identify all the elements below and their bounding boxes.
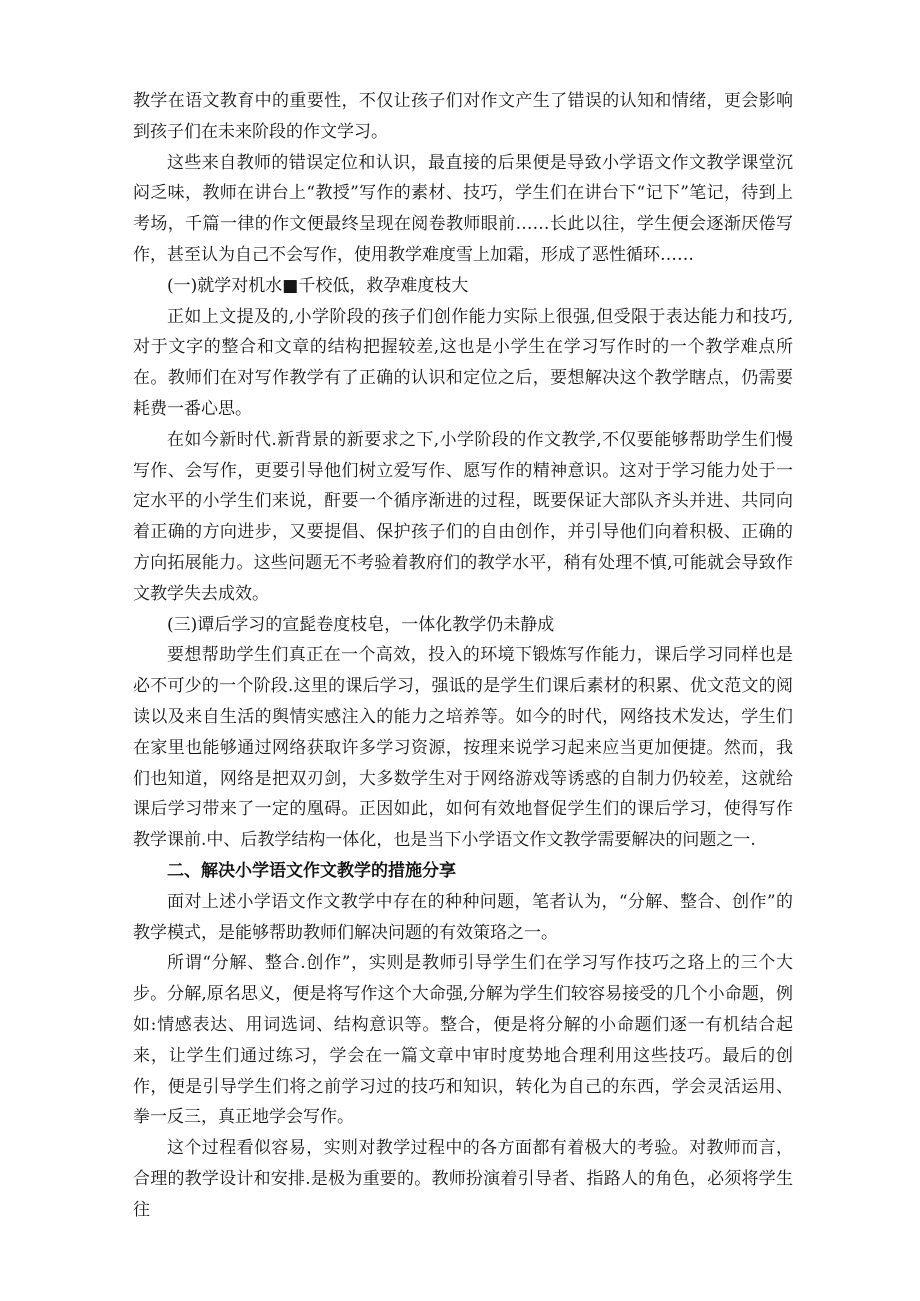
paragraph-after-class-learning: 要想帮助学生们真正在一个高效，投入的环境下锻炼写作能力，课后学习同样也是必不可少的一个阶段.这里的课后学习，强诋的是学生们课后素材的积累、优文范文的阅读以及来自生活的舆情实感注入的能力之培养等。如今的时代，网络技术发达，学生们在家里也能够通过网络获取许多学习资源，按理来说学习起来应当更加便捷。然而，我们也知道，网络是把双刃剑，大多数学生对于网络游戏等诱惑的自制力仍较差，这就给课后学习带来了一定的凰碍。正因如此，如何有效地督促学生们的课后学习，使得写作教学课前.中、后教学结构一体化，也是当下小学语文作文教学需要解决的问题之一. [133, 645, 793, 851]
paragraph-decompose-integrate-create: 所谓“分解、整合.创作”，实则是教师引导学生们在学习写作技巧之珞上的三个大步。分解,原名思义，便是将写作这个大命强,分解为学生们较容易接受的几个小命题，例如:情感表达、用词选词、结构意识等。整合，便是将分解的小命题们逐一有机结合起来，让学生们通过练习，学会在一篇文章中审时度势地合理利用这些技巧。最后的创作，便是引导学生们将之前学习过的技巧和知识，转化为自己的东西，学会灵活运用、拳一反三，真正地学会写作。 [133, 953, 793, 1128]
document-body [133, 86, 793, 1225]
paragraph-continuation: 教学在语文教育中的重要性，不仅让孩子们对作文产生了错误的认知和情绪，更会影响到孩子们在未来阶段的作文学习。 [133, 91, 793, 142]
chapter-heading-2: 二、解决小学语文作文教学的措施分享 [167, 860, 456, 881]
section-heading-1: (一)就学对机水■千校低，救孕难度枝大 [167, 275, 469, 296]
paragraph-teaching-mode: 面对上述小学语文作文教学中存在的种种问题，笔者认为，“分解、整合、创作”的教学模式，是能够帮助教师们解决问题的有效策珞之一。 [133, 891, 793, 943]
section-heading-3: (三)谭后学习的宣髭卷度枝皂，一体化教学仍未静成 [167, 614, 555, 635]
paragraph-teacher-misconception: 这些来自教师的错误定位和认识，最直接的后果便是导致小学语文作文教学课堂沉闷乏味，教师在讲台上“教授”写作的素材、技巧，学生们在讲台下“记下”笔记，待到上考场，千篇一律的作文便最终呈现在阅卷教师眼前……长此以往，学生便会逐渐厌倦写作，甚至认为自己不会写作，使用教学难度雪上加霜，形成了恶性循环…… [133, 152, 793, 265]
paragraph-writing-difficulty: 正如上文提及的,小学阶段的孩子们创作能力实际上很强,但受限于表达能力和技巧,对于文字的整合和文章的结构把握较差,这也是小学生在学习写作时的一个教学难点所在。教师们在对写作教学有了正确的认识和定位之后，要想解决这个教学瞎点，仍需要耗费一番心思。 [133, 306, 793, 419]
paragraph-process-challenge: 这个过程看似容易，实则对教学过程中的各方面都有着极大的考验。对教师而言，合理的教学设计和安排.是极为重要的。教师扮演着引导者、指路人的角色，必须将学生往 [133, 1138, 793, 1220]
paragraph-new-era-requirements: 在如今新时代.新背景的新要求之下,小学阶段的作文教学,不仅要能够帮助学生们慢写作、会写作，更要引导他们树立爱写作、愿写作的精神意识。这对于学习能力处于一定水平的小学生们来说，酐要一个循序渐进的过程，既要保证大部队齐头并进、共同向着正确的方向进步，又要提倡、保护孩子们的自由创作，并引导他们向着积极、正确的方向拓展能力。这些问题无不考验着教府们的教学水平，稍有处理不慎,可能就会导致作文教学失去成效。 [133, 429, 793, 604]
